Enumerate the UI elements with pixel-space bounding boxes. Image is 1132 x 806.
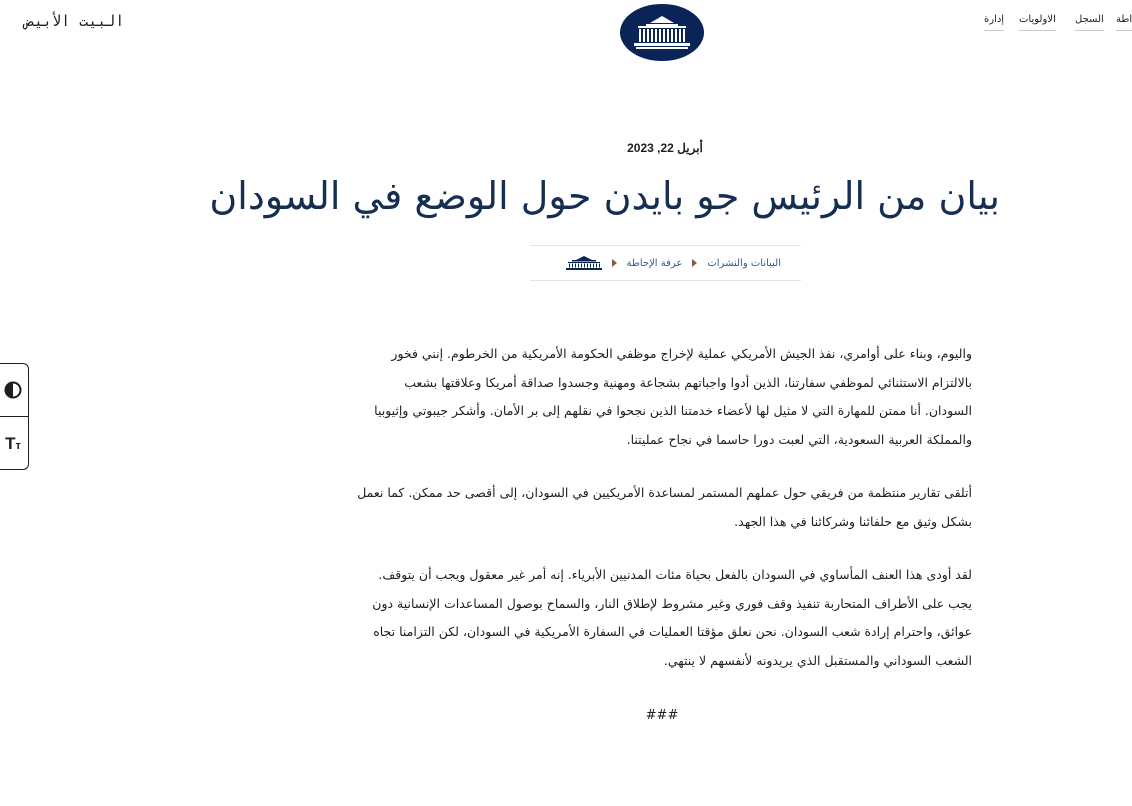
article-paragraph: لقد أودى هذا العنف المأساوي في السودان بالفعل بحياة مئات المدنيين الأبرياء. إنه أمر غير معقول ويجب أن يتوقف. يجب على الأطراف المتحاربة تنفيذ وقف فوري وغير مشروط لإطلاق النار، والسماح بوصول المساعدات الإنسانية دون عوائق، واحترام إرادة شعب السودان. نحن نعلق مؤقتا العمليات في السفارة الأمريكية في السودان، لكن التزامنا تجاه الشعب السوداني والمستقبل الذي يريدونه لأنفسهم لا ينتهي. bbox=[372, 567, 972, 668]
chevron-right-icon bbox=[612, 259, 617, 267]
breadcrumb bbox=[530, 245, 801, 281]
breadcrumb-statements-releases[interactable]: البيانات والنشرات bbox=[707, 257, 781, 269]
contrast-toggle-button[interactable] bbox=[0, 364, 28, 417]
article-paragraph: واليوم، وبناء على أوامري، نفذ الجيش الأمريكي عملية لإخراج موظفي الحكومة الأمريكية من الخرطوم. إنني فخور بالالتزام الاستثنائي لموظفي سفارتنا، الذين أدوا واجباتهم بشجاعة ومهنية وجسدوا صداقة أمريكا وعلاقتها بشعب السودان. أنا ممتن للمهارة التي لا مثيل لها لأعضاء خدمتنا الذين نجحوا في نقلهم إلى بر الأمان. وأشكر جيبوتي وإثيوبيا والمملكة العربية السعودية، التي لعبت دورا حاسما في نجاح عمليتنا. bbox=[374, 346, 972, 447]
nav-item-priorities[interactable]: الاولويات bbox=[1019, 14, 1056, 31]
article-paragraph: أتلقى تقارير منتظمة من فريقي حول عملهم المستمر لمساعدة الأمريكيين في السودان، إلى أقصى حد ممكن. كما نعمل بشكل وثيق مع حلفائنا وشركائنا في هذا الجهد. bbox=[357, 485, 972, 529]
text-size-button[interactable] bbox=[0, 417, 28, 470]
white-house-logo-icon[interactable] bbox=[620, 4, 704, 61]
nav-item-archive[interactable]: السجل bbox=[1075, 14, 1104, 31]
nav-item-admin[interactable]: إدارة bbox=[984, 14, 1004, 31]
nav-item-briefing[interactable]: اطة bbox=[1116, 14, 1132, 31]
article-end-mark: ### bbox=[645, 708, 679, 723]
white-house-home-icon[interactable] bbox=[566, 256, 602, 270]
top-navigation bbox=[984, 14, 1130, 36]
text-size-icon: Tт bbox=[5, 433, 21, 453]
chevron-right-icon bbox=[692, 259, 697, 267]
page-title: بيان من الرئيس جو بايدن حول الوضع في السودان bbox=[209, 174, 1000, 218]
article-body bbox=[355, 340, 972, 700]
breadcrumb-briefing-room[interactable]: عرفة الإحاطة bbox=[626, 257, 683, 269]
contrast-icon bbox=[4, 381, 22, 399]
accessibility-panel bbox=[0, 363, 29, 470]
site-name[interactable]: البيت الأبيض bbox=[25, 12, 125, 30]
article-date: أبريل 22, 2023 bbox=[627, 141, 703, 155]
